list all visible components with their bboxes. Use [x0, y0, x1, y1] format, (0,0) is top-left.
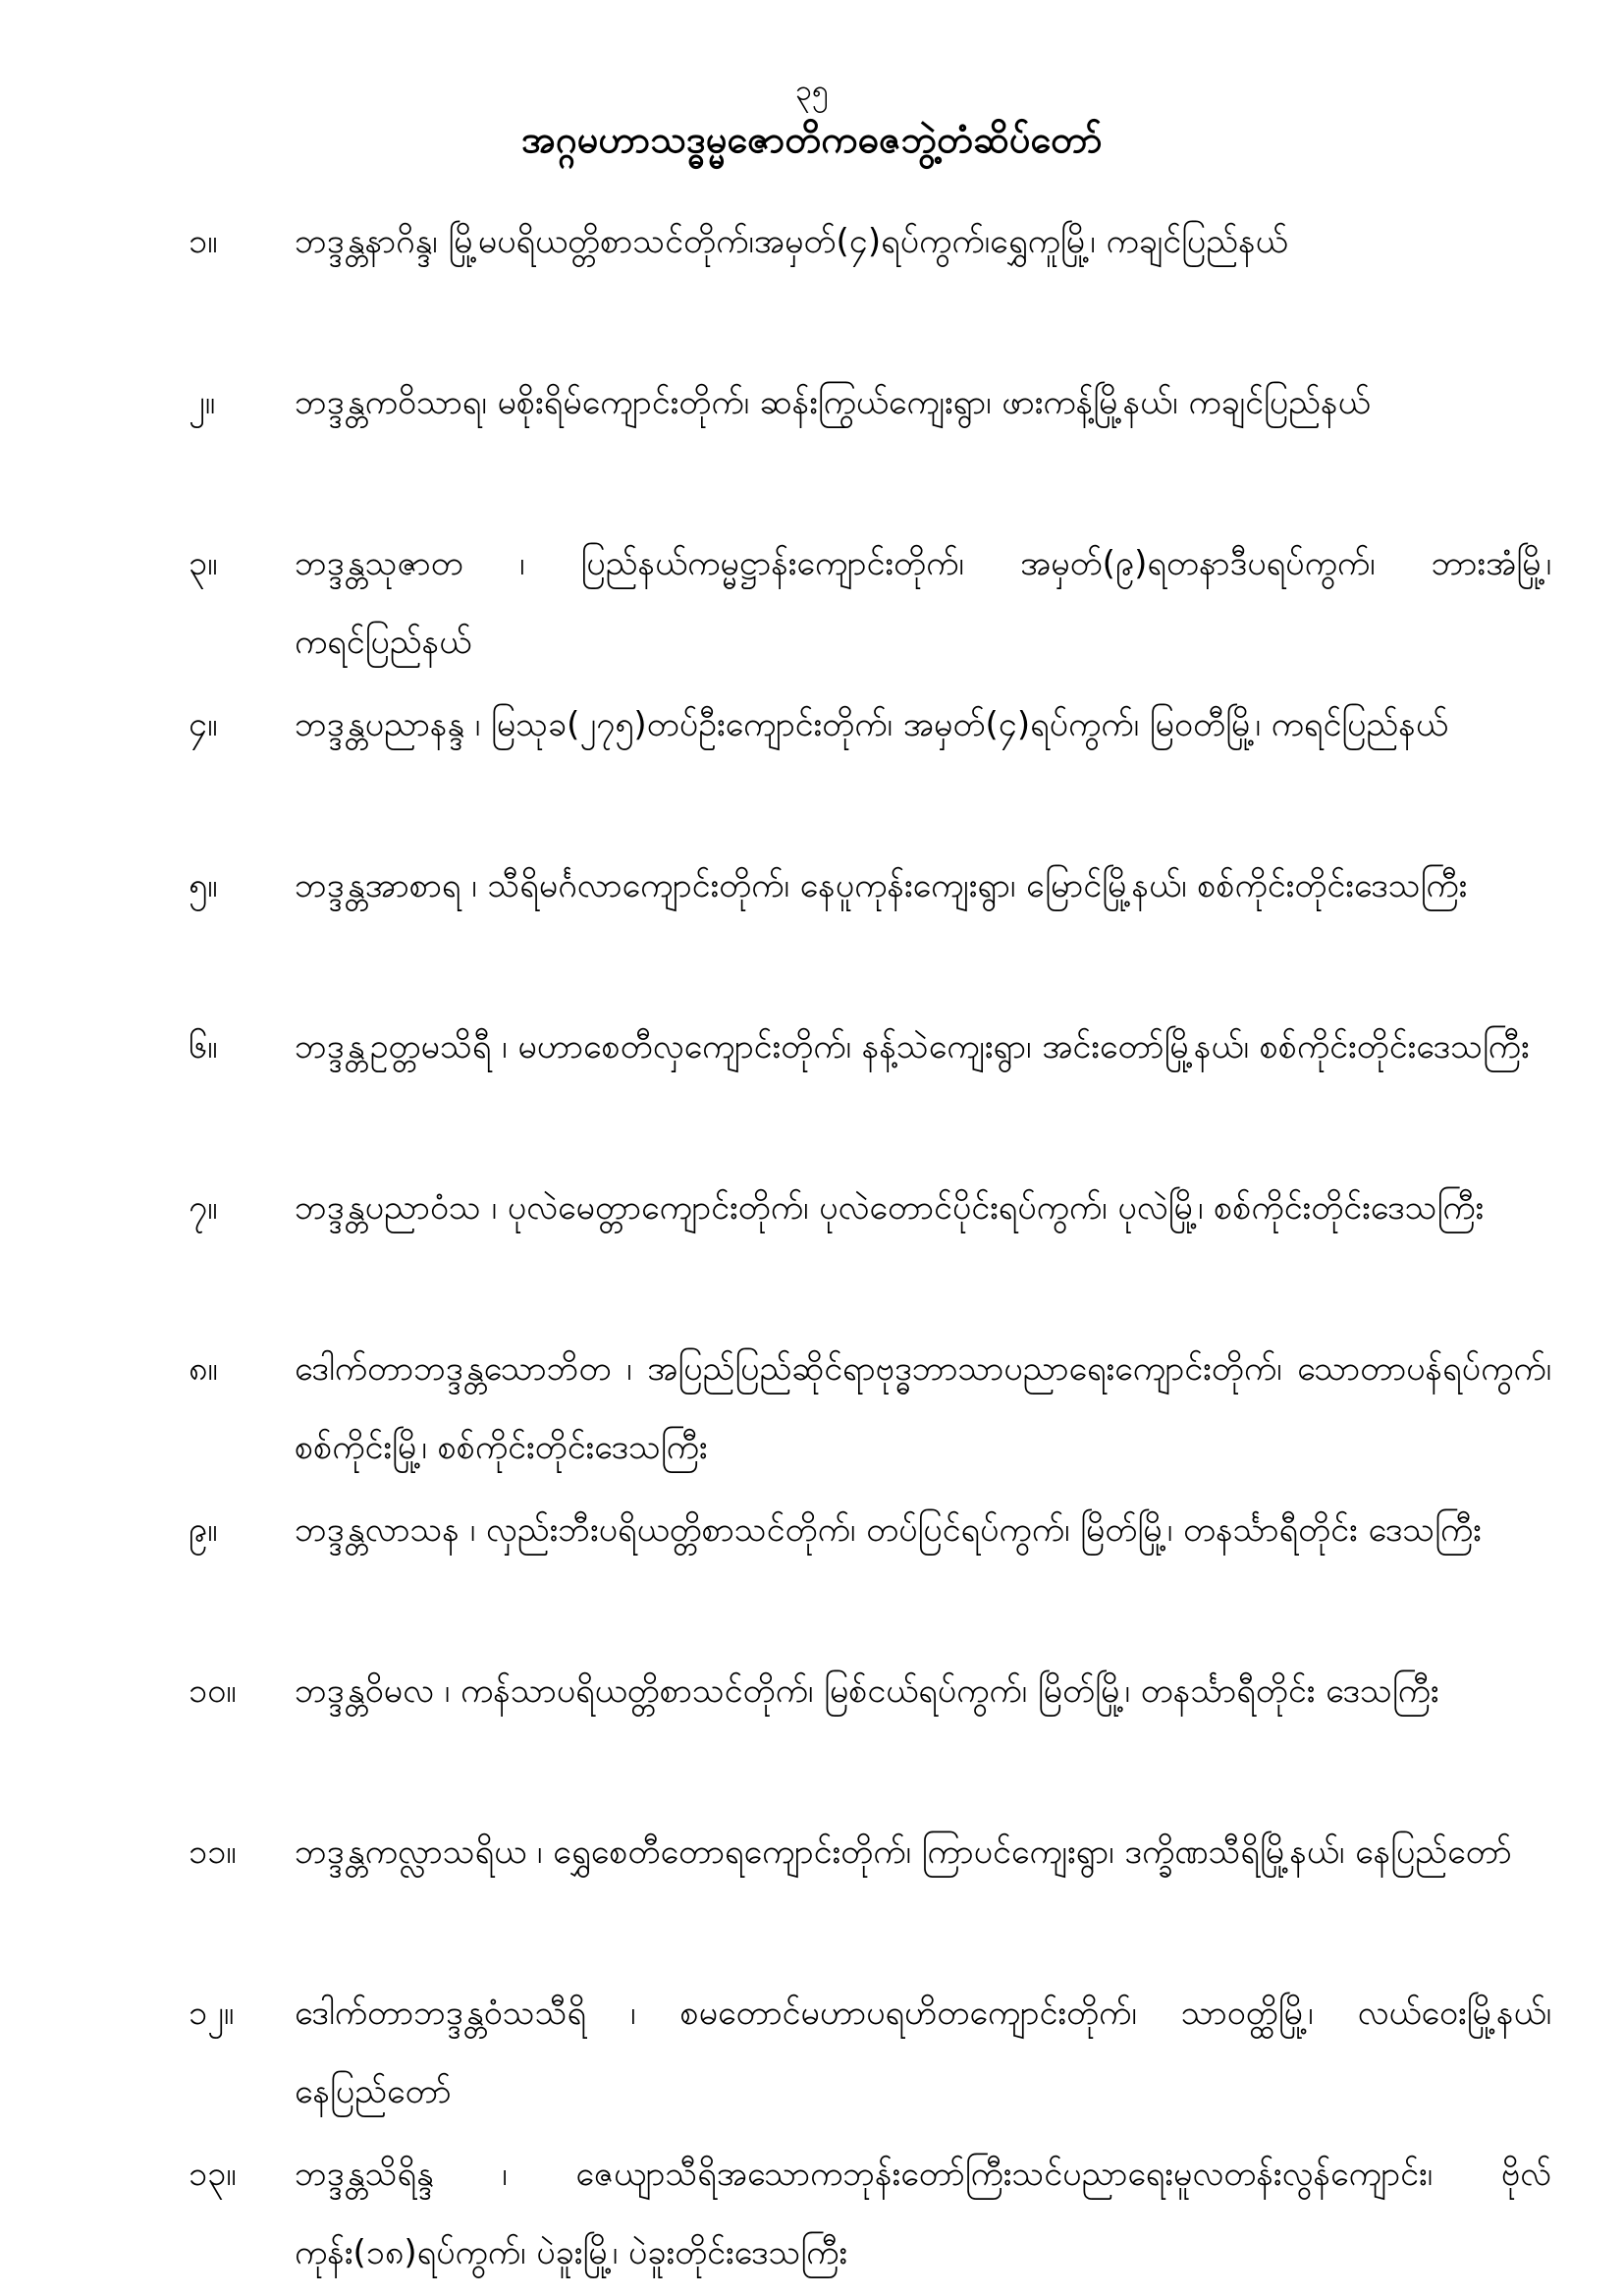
list-item [0, 1477, 1624, 1638]
entry-number: ၆။ [189, 1027, 218, 1066]
entry-text: ဘဒ္ဒန္တနာဂိန္ဒ၊ မြို့မပရိယတ္တိစာသင်တိုက်၊အမှတ်(၄)ရပ်ကွက်၊ရွှေကူမြို့၊ ကချင်ပြည်နယ် [295, 222, 1288, 261]
entry-text: ဘဒ္ဒန္တအာစာရ ၊ သီရိမင်္ဂလာကျောင်းတိုက်၊ နေပူကုန်းကျေးရွာ၊ မြောင်မြို့နယ်၊ စစ်ကိုင်းတိုင်းဒေသကြီး [295, 866, 1468, 905]
list-item [0, 833, 1624, 994]
entry-list [0, 189, 1624, 2282]
entry-number: ၄။ [189, 705, 218, 744]
list-item [0, 1960, 1624, 2121]
entry-number: ၂။ [189, 383, 215, 422]
entry-text: ဘဒ္ဒန္တသုဇာတ ၊ ပြည်နယ်ကမ္မဋ္ဌာန်းကျောင်းတိုက်၊ အမှတ်(၉)ရတနာဒီပရပ်ကွက်၊ ဘားအံမြို့၊ ကရင်ပြည်နယ် [295, 544, 1551, 662]
list-item [0, 189, 1624, 350]
list-item [0, 672, 1624, 833]
entry-number: ၁။ [189, 222, 218, 261]
entry-number: ၅။ [189, 866, 218, 905]
entry-text: ဘဒ္ဒန္တကဝိသာရ၊ မစိုးရိမ်ကျောင်းတိုက်၊ ဆန်းကြွယ်ကျေးရွာ၊ ဖားကန့်မြို့နယ်၊ ကချင်ပြည်နယ် [295, 383, 1371, 422]
entry-text: ဘဒ္ဒန္တလာသန ၊ လှည်းဘီးပရိယတ္တိစာသင်တိုက်၊ တပ်ပြင်ရပ်ကွက်၊ မြိတ်မြို့၊ တနင်္သာရီတိုင်း ဒေသကြီး [295, 1510, 1482, 1550]
entry-number: ၉။ [189, 1510, 218, 1550]
list-item [0, 350, 1624, 511]
entry-number: ၃။ [189, 544, 218, 583]
entry-text: ဘဒ္ဒန္တဝိမလ ၊ ကန်သာပရိယတ္တိစာသင်တိုက်၊ မြစ်ငယ်ရပ်ကွက်၊ မြိတ်မြို့၊ တနင်္သာရီတိုင်း ဒေသကြီး [295, 1671, 1439, 1711]
entry-number: ၁၁။ [189, 1832, 237, 1872]
entry-number: ၈။ [189, 1349, 218, 1389]
page-number: ၃၅ [795, 74, 829, 108]
list-item [0, 2121, 1624, 2282]
entry-text: ဘဒ္ဒန္တပညာဝံသ ၊ ပုလဲမေတ္တာကျောင်းတိုက်၊ ပုလဲတောင်ပိုင်းရပ်ကွက်၊ ပုလဲမြို့၊ စစ်ကိုင်းတိုင်းဒေသကြီး [295, 1188, 1485, 1228]
list-item [0, 1799, 1624, 1960]
list-item [0, 1155, 1624, 1316]
entry-text: ဘဒ္ဒန္တပညာနန္ဒ ၊ မြသုခ(၂၇၅)တပ်ဦးကျောင်းတိုက်၊ အမှတ်(၄)ရပ်ကွက်၊ မြဝတီမြို့၊ ကရင်ပြည်နယ် [295, 705, 1448, 744]
entry-text: ဒေါက်တာဘဒ္ဒန္တဝံသသီရိ ၊ စမတောင်မဟာပရဟိတကျောင်းတိုက်၊ သာဝတ္ထိမြို့၊ လယ်ဝေးမြို့နယ်၊ နေပြည်တော် [295, 1994, 1551, 2111]
entry-number: ၁၀။ [189, 1671, 237, 1711]
entry-text: ဘဒ္ဒန္တကလ္လာသရိယ ၊ ရွှေစေတီတောရကျောင်းတိုက်၊ ကြာပင်ကျေးရွာ၊ ဒက္ခိဏသီရိမြို့နယ်၊ နေပြည်တော် [295, 1832, 1512, 1872]
entry-text: ဘဒ္ဒန္တသိရိန္ဒ ၊ ဇေယျာသီရိအသောကဘုန်းတော်ကြီးသင်ပညာရေးမူလတန်းလွန်ကျောင်း၊ ဗိုလ်ကုန်း(၁၈)ရပ်ကွက်၊ ပဲခူးမြို့၊ ပဲခူးတိုင်းဒေသကြီး [295, 2155, 1551, 2272]
entry-text: ဒေါက်တာဘဒ္ဒန္တသောဘိတ ၊ အပြည်ပြည်ဆိုင်ရာဗုဒ္ဓဘာသာပညာရေးကျောင်းတိုက်၊ သောတာပန်ရပ်ကွက်၊ စစ်ကိုင်းမြို့၊ စစ်ကိုင်းတိုင်းဒေသကြီး [295, 1349, 1551, 1467]
list-item [0, 1638, 1624, 1799]
entry-number: ၁၃။ [189, 2155, 237, 2194]
entry-number: ၇။ [189, 1188, 218, 1228]
entry-number: ၁၂။ [189, 1994, 235, 2033]
list-item [0, 994, 1624, 1155]
list-item [0, 1316, 1624, 1477]
entry-text: ဘဒ္ဒန္တဥတ္တမသိရီ ၊ မဟာစေတီလှကျောင်းတိုက်၊ နန့်သဲကျေးရွာ၊ အင်းတော်မြို့နယ်၊ စစ်ကိုင်းတိုင်းဒေသကြီး [295, 1027, 1530, 1066]
list-item [0, 511, 1624, 672]
page-title: အဂ္ဂမဟာသဒ္ဓမ္မဇောတိကဓဇဘွဲ့တံဆိပ်တော် [521, 118, 1103, 161]
